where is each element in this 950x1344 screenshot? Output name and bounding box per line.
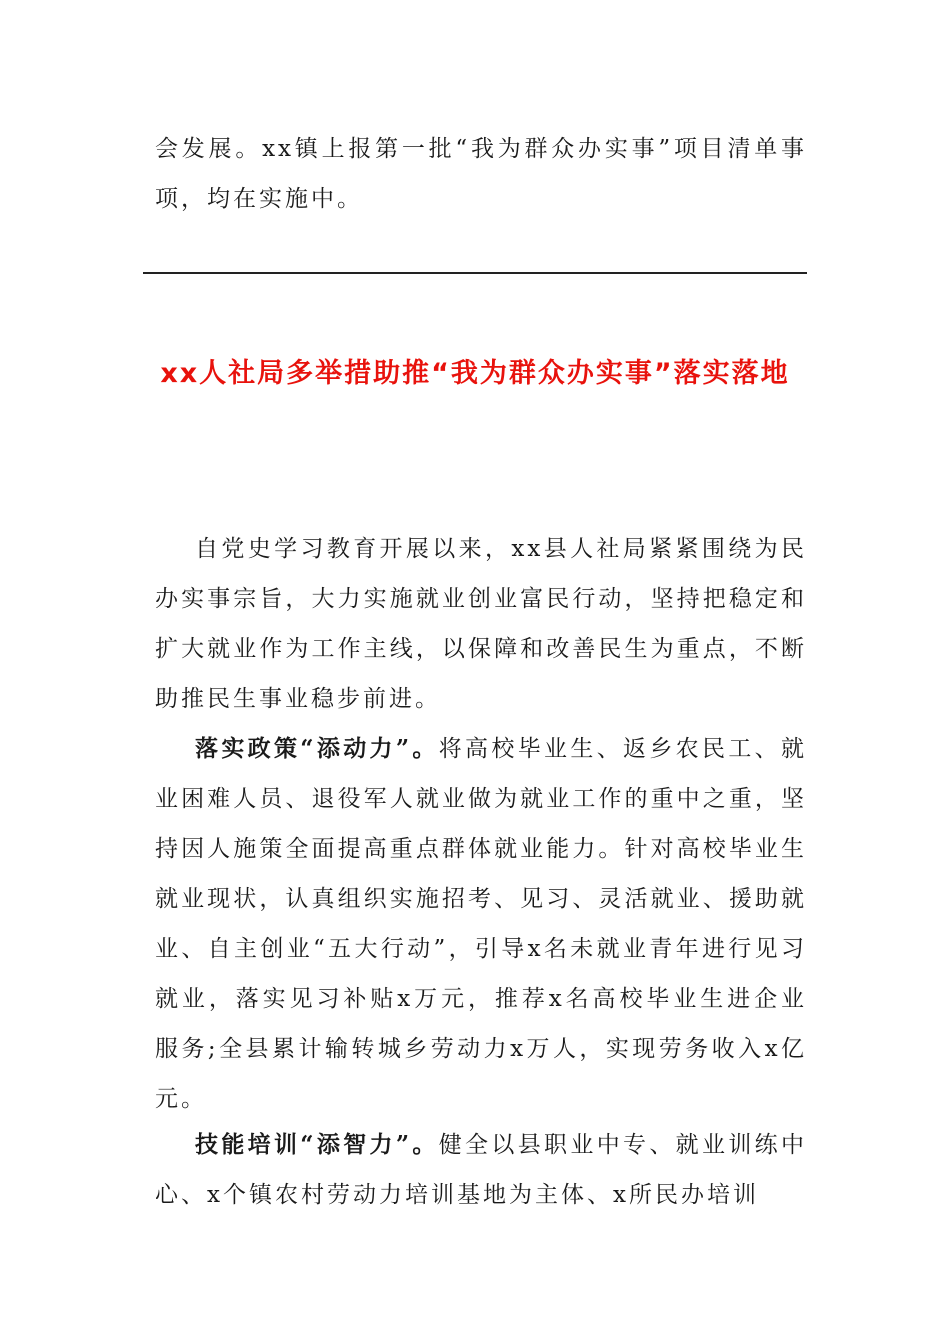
paragraph-policy	[155, 724, 807, 1124]
paragraph-training	[155, 1120, 807, 1220]
paragraph-body: 健全以县职业中专、就业训练中心、x个镇农村劳动力培训基地为主体、x所民办培训	[155, 1132, 807, 1208]
paragraph-body: 将高校毕业生、返乡农民工、就业困难人员、退役军人就业做为就业工作的重中之重，坚持因人施策全面提高重点群体就业能力。针对高校毕业生就业现状，认真组织实施招考、见习、灵活就业、援助就业、自主创业“五大行动”，引导x名未就业青年进行见习就业，落实见习补贴x万元，推荐x名高校毕业生进企业服务;全县累计输转城乡劳动力x万人，实现劳务收入x亿元。	[155, 736, 807, 1112]
article-title: xx人社局多举措助推“我为群众办实事”落实落地	[160, 358, 790, 389]
section-divider	[143, 272, 807, 274]
paragraph-intro	[155, 524, 807, 724]
paragraph-lead: 落实政策“添动力”。	[195, 735, 439, 762]
previous-article-tail: 会发展。xx镇上报第一批“我为群众办实事”项目清单事项，均在实施中。	[155, 136, 807, 212]
paragraph-lead: 技能培训“添智力”。	[195, 1131, 439, 1158]
paragraph-body: 自党史学习教育开展以来，xx县人社局紧紧围绕为民办实事宗旨，大力实施就业创业富民行动，坚持把稳定和扩大就业作为工作主线，以保障和改善民生为重点，不断助推民生事业稳步前进。	[155, 536, 807, 712]
